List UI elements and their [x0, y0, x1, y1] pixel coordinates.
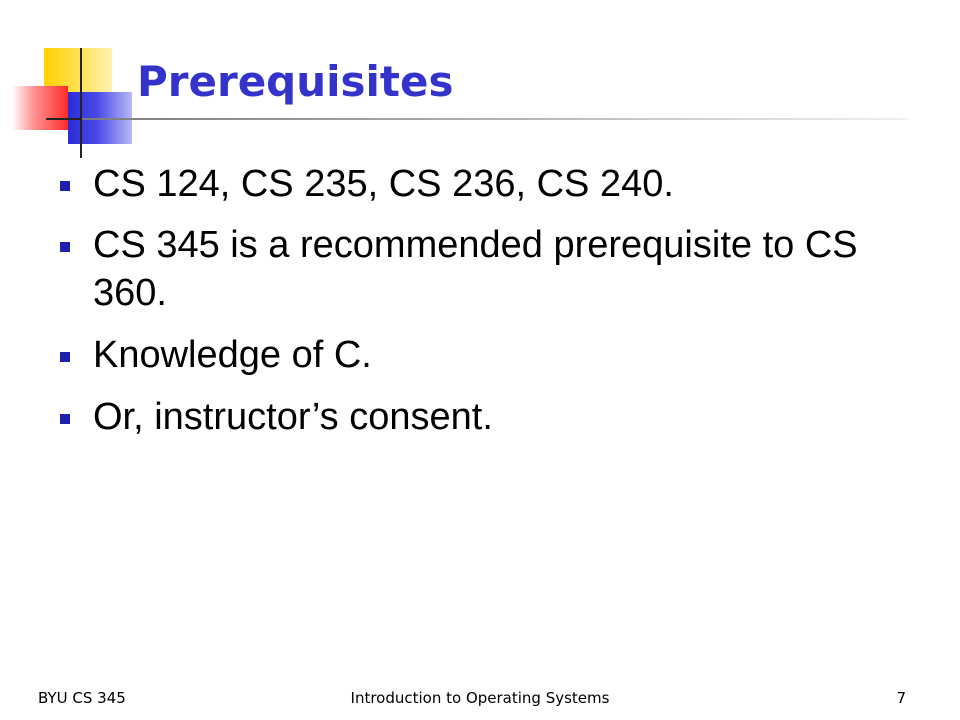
corner-squares-graphic — [0, 0, 140, 170]
bullet-item — [60, 393, 910, 441]
bullet-item — [60, 331, 910, 379]
bullet-item — [60, 221, 910, 317]
square-bullet-icon — [60, 242, 70, 252]
square-bullet-icon — [60, 352, 70, 362]
bullet-text: Knowledge of C. — [93, 334, 372, 376]
bullet-item — [60, 160, 910, 208]
page-number: 7 — [896, 689, 906, 707]
slide-title: Prerequisites — [137, 57, 454, 106]
square-bullet-icon — [60, 181, 70, 191]
square-bullet-icon — [60, 414, 70, 424]
bullet-text: CS 345 is a recommended prerequisite to CS 360. — [93, 224, 858, 314]
red-square — [12, 86, 68, 130]
bullet-list — [60, 160, 910, 453]
footer-title: Introduction to Operating Systems — [350, 689, 610, 707]
bullet-text: Or, instructor’s consent. — [93, 396, 493, 438]
title-underline — [82, 118, 908, 120]
vertical-rule — [80, 48, 82, 158]
slide-footer — [0, 685, 960, 711]
bullet-text: CS 124, CS 235, CS 236, CS 240. — [93, 163, 674, 205]
footer-course: BYU CS 345 — [38, 689, 126, 707]
